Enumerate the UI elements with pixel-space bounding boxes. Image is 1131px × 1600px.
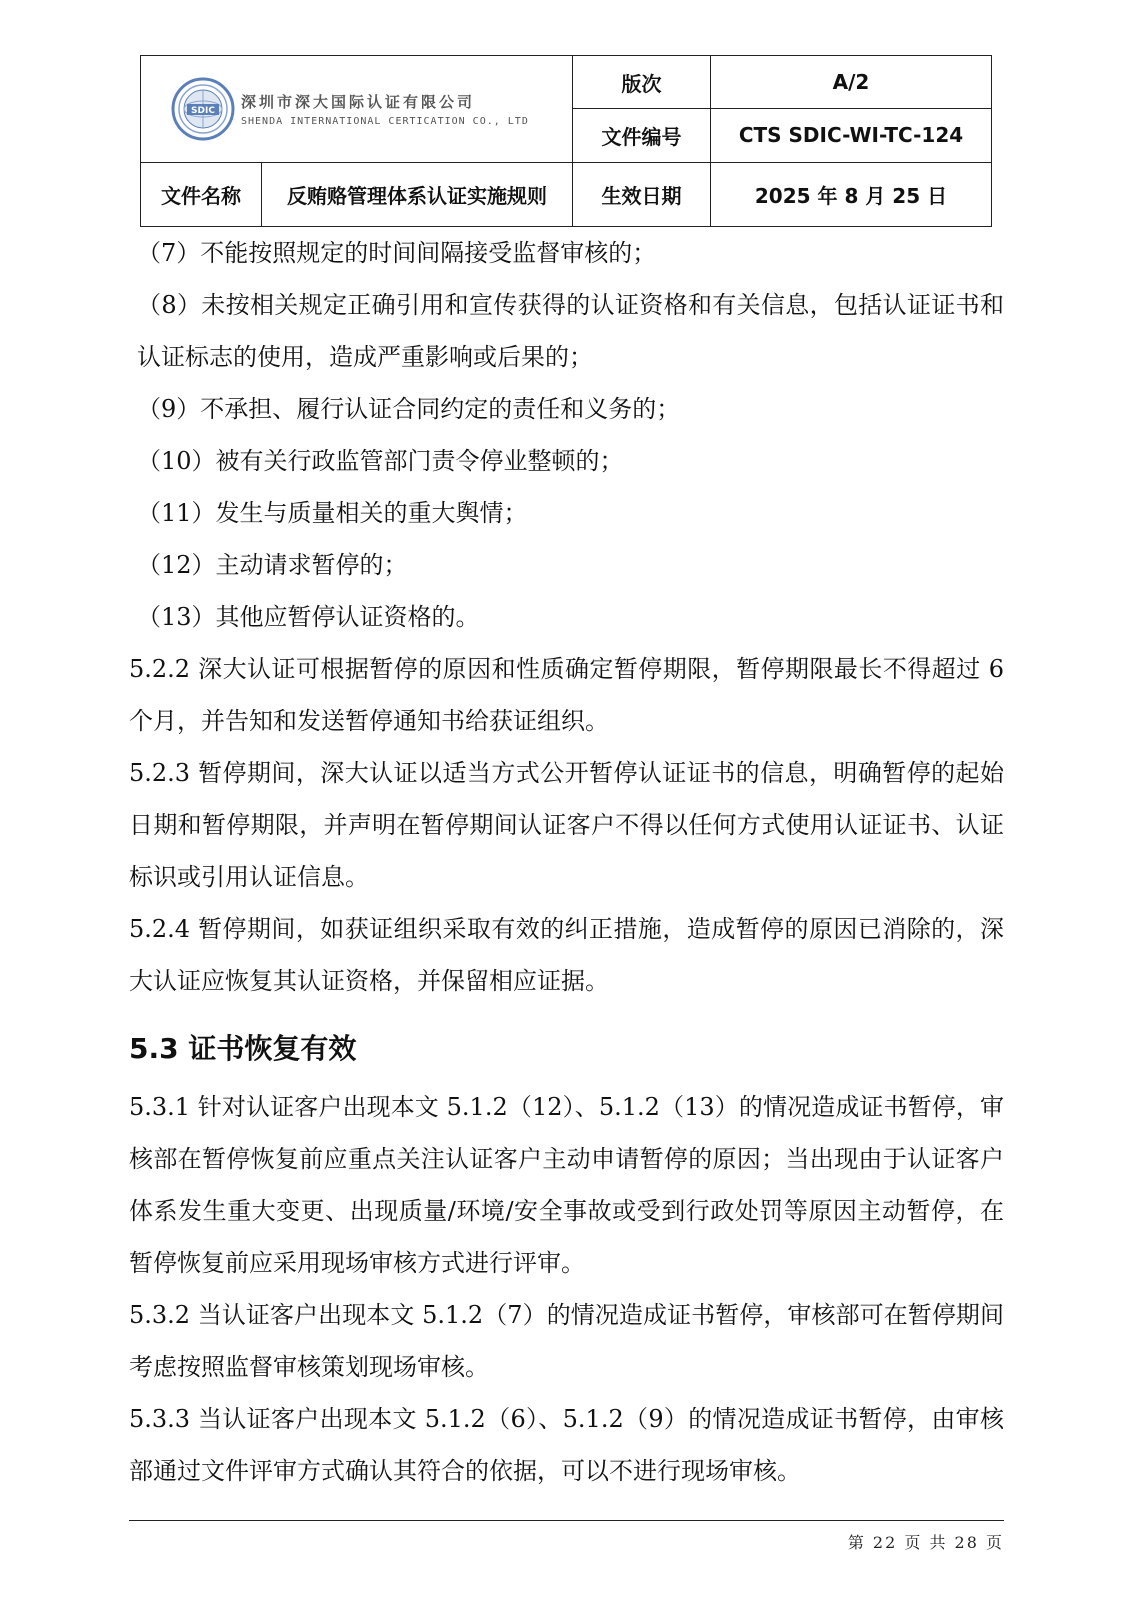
clause-5-2-2: 5.2.2 深大认证可根据暂停的原因和性质确定暂停期限，暂停期限最长不得超过 6 个月，并告知和发送暂停通知书给获证组织。 [129,655,1004,735]
logo-mark-text: SDIC [191,105,215,116]
document-header-table [140,55,992,227]
logo-cell [141,56,573,163]
effective-date-label: 生效日期 [573,162,711,226]
version-value: A/2 [711,56,992,109]
list-item: （9）不承担、履行认证合同约定的责任和义务的； [137,395,681,423]
company-name-en: SHENDA INTERNATIONAL CERTICATION CO., LTD [241,115,529,127]
list-item: （12）主动请求暂停的； [137,551,408,579]
doc-number-value: CTS SDIC-WI-TC-124 [711,109,992,162]
section-heading: 5.3 证书恢复有效 [129,1032,357,1065]
doc-name-value: 反贿赂管理体系认证实施规则 [262,162,573,226]
document-body [129,227,1004,1497]
effective-date-value: 2025 年 8 月 25 日 [711,162,992,226]
clause-5-3-2: 5.3.2 当认证客户出现本文 5.1.2（7）的情况造成证书暂停，审核部可在暂停期间考虑按照监督审核策划现场审核。 [129,1301,1004,1381]
list-item: （8）未按相关规定正确引用和宣传获得的认证资格和有关信息，包括认证证书和认证标志的使用，造成严重影响或后果的； [137,291,1004,371]
clause-5-3-1: 5.3.1 针对认证客户出现本文 5.1.2（12）、5.1.2（13）的情况造成证书暂停，审核部在暂停恢复前应重点关注认证客户主动申请暂停的原因；当出现由于认证客户体系发生重大变更、出现质量/环境/安全事故或受到行政处罚等原因主动暂停，在暂停恢复前应采用现场审核方式进行评审。 [129,1093,1004,1277]
company-name-cn: 深圳市深大国际认证有限公司 [241,92,476,111]
clause-5-3-3: 5.3.3 当认证客户出现本文 5.1.2（6）、5.1.2（9）的情况造成证书暂停，由审核部通过文件评审方式确认其符合的依据，可以不进行现场审核。 [129,1405,1004,1485]
page-number: 第 22 页 共 28 页 [847,1533,1004,1552]
clause-5-2-3: 5.2.3 暂停期间，深大认证以适当方式公开暂停认证证书的信息，明确暂停的起始日期和暂停期限，并声明在暂停期间认证客户不得以任何方式使用认证证书、认证标识或引用认证信息。 [129,759,1004,891]
clause-5-2-4: 5.2.4 暂停期间，如获证组织采取有效的纠正措施，造成暂停的原因已消除的，深大认证应恢复其认证资格，并保留相应证据。 [129,915,1004,995]
list-item: （11）发生与质量相关的重大舆情； [137,499,528,527]
doc-name-label: 文件名称 [141,162,262,226]
list-item: （10）被有关行政监管部门责令停业整顿的； [137,447,624,475]
list-item: （7）不能按照规定的时间间隔接受监督审核的； [137,239,657,267]
footer-divider [129,1520,1004,1521]
version-label: 版次 [573,56,711,109]
doc-number-label: 文件编号 [573,109,711,162]
company-logo-icon [171,77,235,141]
list-item: （13）其他应暂停认证资格的。 [137,603,480,631]
